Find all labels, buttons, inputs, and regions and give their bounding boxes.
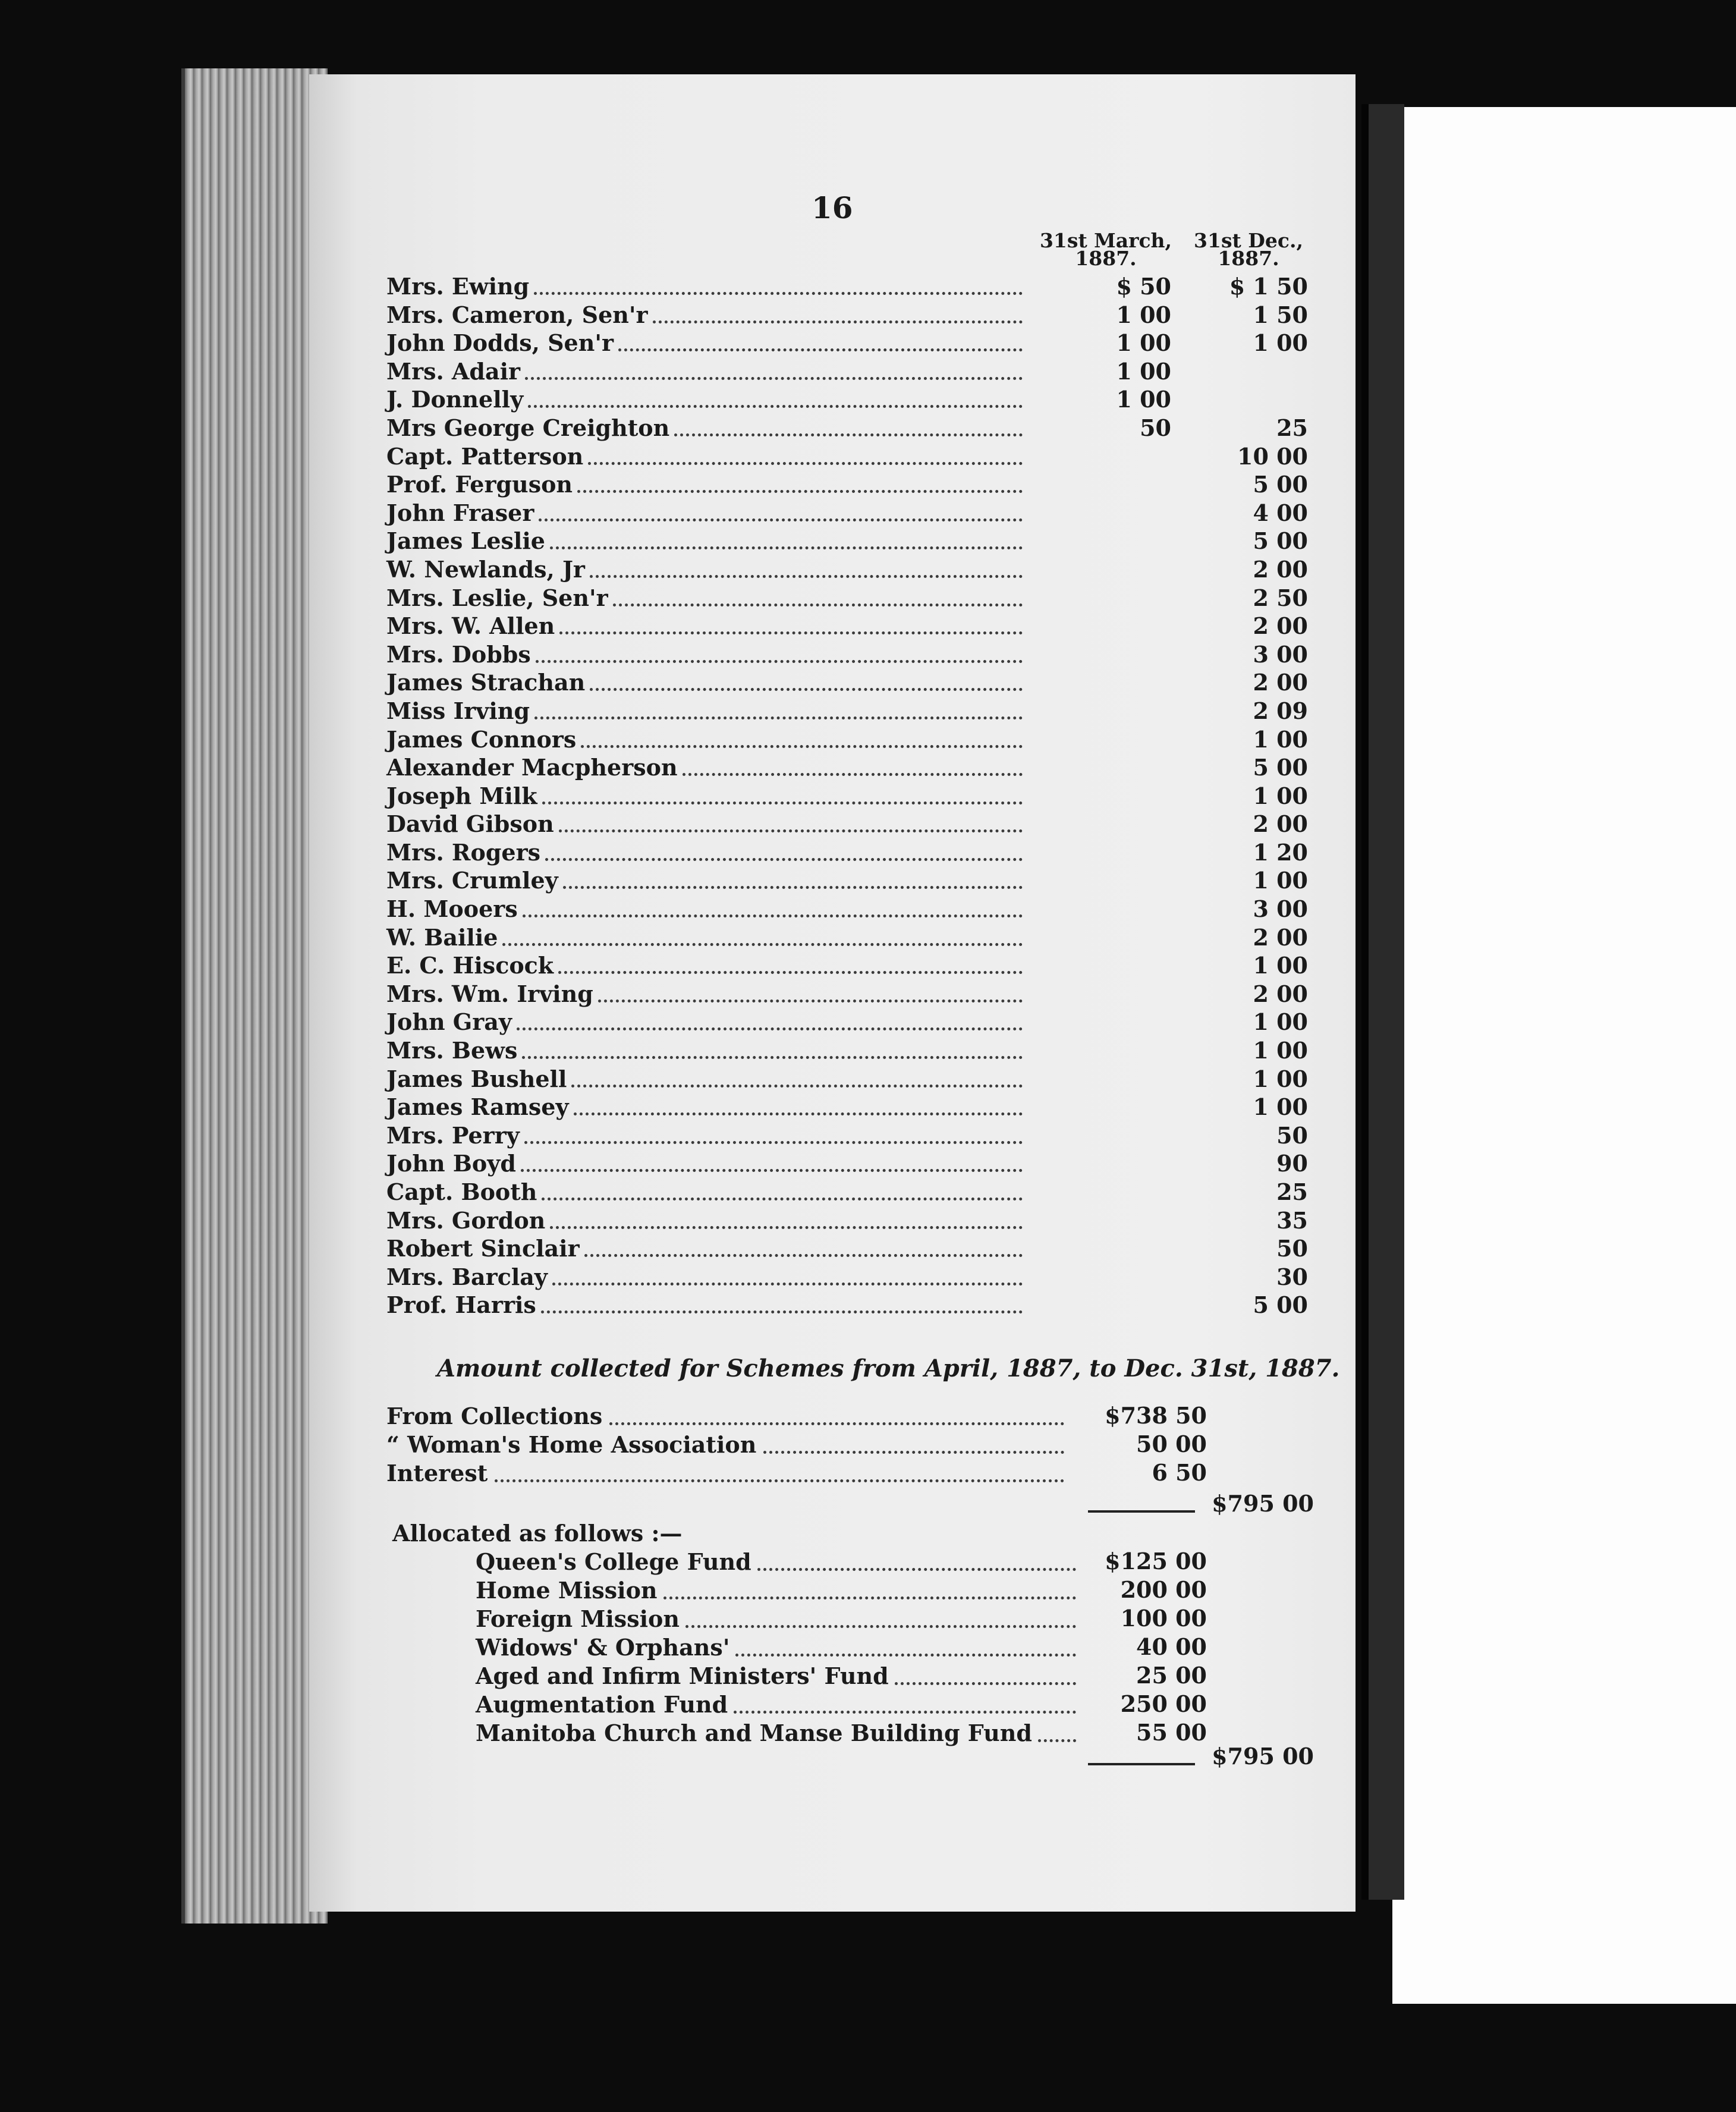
dot-leader [550,546,1023,549]
dot-leader [534,716,1023,719]
column-header-march-line1: 31st March, [1039,229,1172,252]
list-item [386,951,1308,980]
dot-leader [522,1056,1023,1059]
contributor-name: W. Bailie [386,923,498,951]
contributor-name: Mrs. Crumley [386,867,558,894]
amount-dec: 5 00 [1253,471,1308,498]
facing-page-edge [1361,104,1404,1900]
contributor-name: John Fraser [386,499,534,526]
dot-leader [542,1198,1023,1200]
allocation-label: Widows' & Orphans' [476,1634,730,1661]
list-item [386,584,1308,612]
amount-dec: 2 09 [1253,697,1308,724]
dot-leader [559,829,1023,832]
dot-leader [545,858,1023,861]
dot-leader [525,377,1023,380]
list-item [386,612,1308,640]
allocations-total-rule [1088,1763,1195,1765]
contributor-name: Robert Sinclair [386,1235,580,1262]
list-item [386,838,1308,867]
amount-dec: 2 00 [1253,980,1308,1007]
amount-dec: 2 00 [1253,923,1308,951]
collections-row-label: Interest [386,1460,488,1486]
amount-dec: 50 [1276,1235,1308,1262]
dot-leader [542,802,1023,804]
amount-dec: 1 00 [1253,782,1308,809]
list-item [386,1065,1308,1093]
amount-dec: 5 00 [1253,754,1308,781]
contributor-name: W. Newlands, Jr [386,555,585,583]
collections-total: $795 00 [1212,1490,1314,1517]
contributor-name: Mrs. Gordon [386,1206,546,1234]
scan-margin [1392,107,1736,2004]
contributor-name: Prof. Ferguson [386,471,573,498]
list-item [386,640,1308,669]
list-item [386,725,1308,754]
list-item [386,1149,1308,1178]
column-header-dec-line1: 31st Dec., [1194,229,1303,252]
amount-dec: 1 20 [1253,838,1308,866]
allocation-amount: 25 00 [1136,1662,1207,1689]
list-item [386,1036,1308,1065]
amount-dec: 2 50 [1253,584,1308,611]
amount-march: 1 00 [1116,329,1171,357]
contributor-name: Mrs. Perry [386,1121,520,1149]
list-item [386,753,1308,782]
contributor-name: Mrs. Wm. Irving [386,980,593,1007]
list-item [386,1008,1308,1036]
page-edges [181,68,328,1924]
allocation-label: Augmentation Fund [476,1691,728,1718]
collections-row-amount: 6 50 [1152,1459,1207,1486]
dot-leader [1038,1739,1076,1742]
allocation-label: Home Mission [476,1577,658,1604]
list-item [386,697,1308,725]
list-item [386,1206,1308,1235]
collections-row-amount: $738 50 [1105,1402,1207,1429]
list-item [386,499,1308,527]
column-header-march-line2: 1887. [1075,247,1137,270]
dot-leader [559,631,1023,634]
amount-dec: 35 [1276,1206,1308,1234]
dot-leader [558,971,1023,974]
dot-leader [563,886,1023,889]
amount-dec: 1 00 [1253,725,1308,753]
amount-march: 1 00 [1116,357,1171,385]
list-item [386,923,1308,952]
dot-leader [895,1682,1076,1685]
allocation-amount: 100 00 [1120,1605,1207,1632]
column-header-dec-line2: 1887. [1218,247,1279,270]
column-header-dec [1180,229,1317,270]
dot-leader [653,320,1023,323]
dot-leader [735,1654,1076,1657]
amount-dec: 5 00 [1253,1291,1308,1319]
contributor-name: James Strachan [386,669,586,696]
collections-row [386,1459,488,1488]
amount-dec: 10 00 [1237,442,1308,470]
allocation-label: Aged and Infirm Ministers' Fund [476,1662,889,1689]
dot-leader [550,1226,1023,1229]
amount-dec: 25 [1276,1178,1308,1205]
dot-leader [609,1422,1064,1425]
amount-dec: $ 1 50 [1229,273,1308,300]
amount-dec: 1 00 [1253,1008,1308,1036]
contributor-name: Mrs. W. Allen [386,612,555,640]
amount-march: 50 [1140,414,1171,441]
contributor-name: Mrs. Leslie, Sen'r [386,584,608,611]
contributor-name: James Bushell [386,1065,567,1092]
dot-leader [523,914,1023,917]
contributor-list [386,272,1308,1319]
allocation-label: Foreign Mission [476,1605,680,1632]
contributor-name: Mrs. Dobbs [386,640,531,668]
dot-leader [495,1479,1064,1482]
list-item [386,810,1308,838]
contributor-name: E. C. Hiscock [386,952,554,979]
contributor-name: Miss Irving [386,697,530,724]
list-item [386,1263,1308,1291]
dot-leader [524,1141,1023,1144]
dot-leader [521,1169,1023,1172]
contributor-name: James Ramsey [386,1093,569,1121]
amount-dec: 2 00 [1253,669,1308,696]
collections-row-amount: 50 00 [1136,1431,1207,1457]
contributor-name: Mrs. Cameron, Sen'r [386,301,648,328]
section-title: Amount collected for Schemes from April, 1887, to Dec. 31st, 1887. [437,1354,1340,1382]
list-item [386,782,1308,810]
contributor-name: Mrs. Ewing [386,273,530,300]
list-item [386,470,1308,499]
contributor-name: Joseph Milk [386,782,537,809]
amount-dec: 25 [1276,414,1308,441]
list-item [386,357,1308,386]
dot-leader [584,1254,1023,1257]
contributor-name: Mrs. Adair [386,357,521,385]
dot-leader [663,1596,1076,1599]
dot-leader [588,462,1023,465]
dot-leader [574,1112,1023,1115]
contributor-name: James Leslie [386,527,545,555]
page-number: 16 [812,190,853,225]
contributor-name: Mrs George Creighton [386,414,670,441]
allocation-label: Queen's College Fund [476,1548,751,1575]
list-item [386,272,1308,301]
list-item [386,442,1308,471]
amount-dec: 30 [1276,1263,1308,1290]
contributor-name: Capt. Booth [386,1178,537,1205]
list-item [386,555,1308,584]
allocation-amount: 40 00 [1136,1633,1207,1660]
list-item [386,414,1308,442]
allocation-label: Manitoba Church and Manse Building Fund [476,1720,1032,1746]
collections-row-label: “ Woman's Home Association [386,1431,757,1458]
dot-leader [683,773,1023,776]
amount-dec: 3 00 [1253,895,1308,923]
dot-leader [534,292,1023,295]
contributor-name: John Gray [386,1008,512,1036]
amount-march: 1 00 [1116,301,1171,328]
allocation-amount: $125 00 [1105,1548,1207,1574]
dot-leader [536,660,1023,663]
dot-leader [581,745,1023,748]
amount-dec: 1 00 [1253,952,1308,979]
contributor-name: Mrs. Bews [386,1037,518,1064]
contributor-name: David Gibson [386,810,554,838]
column-header-march [1037,229,1174,270]
list-item [386,1291,1308,1319]
dot-leader [517,1027,1023,1030]
dot-leader [613,604,1023,606]
amount-dec: 2 00 [1253,612,1308,640]
contributor-name: Mrs. Barclay [386,1263,548,1290]
allocation-amount: 200 00 [1120,1576,1207,1603]
allocation-amount: 55 00 [1136,1719,1207,1746]
amount-dec: 1 00 [1253,1037,1308,1064]
dot-leader [577,490,1023,493]
list-item [386,1178,1308,1206]
amount-dec: 90 [1276,1150,1308,1177]
dot-leader [571,1085,1023,1088]
dot-leader [539,518,1023,521]
dot-leader [528,405,1023,408]
list-item [386,668,1308,697]
allocation-amount: 250 00 [1120,1690,1207,1717]
amount-dec: 3 00 [1253,640,1308,668]
dot-leader [734,1711,1076,1714]
dot-leader [502,943,1023,946]
amount-dec: 1 00 [1253,329,1308,357]
amount-dec: 1 50 [1253,301,1308,328]
dot-leader [685,1625,1076,1628]
dot-leader [590,688,1023,691]
dot-leader [618,348,1023,351]
amount-dec: 5 00 [1253,527,1308,555]
amount-dec: 2 00 [1253,810,1308,838]
amount-dec: 50 [1276,1121,1308,1149]
list-item [386,527,1308,555]
amount-dec: 2 00 [1253,555,1308,583]
amount-march: 1 00 [1116,386,1171,413]
dot-leader [757,1568,1076,1571]
collections-row [386,1431,756,1459]
contributor-name: Alexander Macpherson [386,754,678,781]
collections-row [386,1402,602,1431]
contributor-name: Prof. Harris [386,1291,536,1319]
list-item [386,329,1308,357]
dot-leader [598,1000,1023,1002]
amount-dec: 4 00 [1253,499,1308,526]
amount-dec: 1 00 [1253,1093,1308,1121]
list-item [386,301,1308,329]
contributor-name: H. Mooers [386,895,518,923]
contributor-name: James Connors [386,725,577,753]
list-item [386,385,1308,414]
list-item [386,1121,1308,1150]
list-item [386,895,1308,923]
list-item [386,1234,1308,1263]
contributor-name: John Dodds, Sen'r [386,329,614,357]
amount-march: $ 50 [1116,273,1171,300]
contributor-name: Mrs. Rogers [386,838,541,866]
list-item [386,866,1308,895]
contributor-name: Capt. Patterson [386,442,584,470]
dot-leader [552,1283,1023,1286]
collections-total-rule [1088,1510,1195,1513]
allocated-heading: Allocated as follows :— [392,1520,683,1547]
contributor-name: John Boyd [386,1150,516,1177]
list-item [386,980,1308,1008]
amount-dec: 1 00 [1253,1065,1308,1092]
allocations-total: $795 00 [1212,1743,1314,1770]
contributor-name: J. Donnelly [386,386,524,413]
dot-leader [674,433,1023,436]
dot-leader [763,1451,1064,1454]
collections-row-label: From Collections [386,1403,603,1429]
list-item [386,1093,1308,1121]
amount-dec: 1 00 [1253,867,1308,894]
dot-leader [541,1310,1023,1313]
dot-leader [590,575,1023,578]
